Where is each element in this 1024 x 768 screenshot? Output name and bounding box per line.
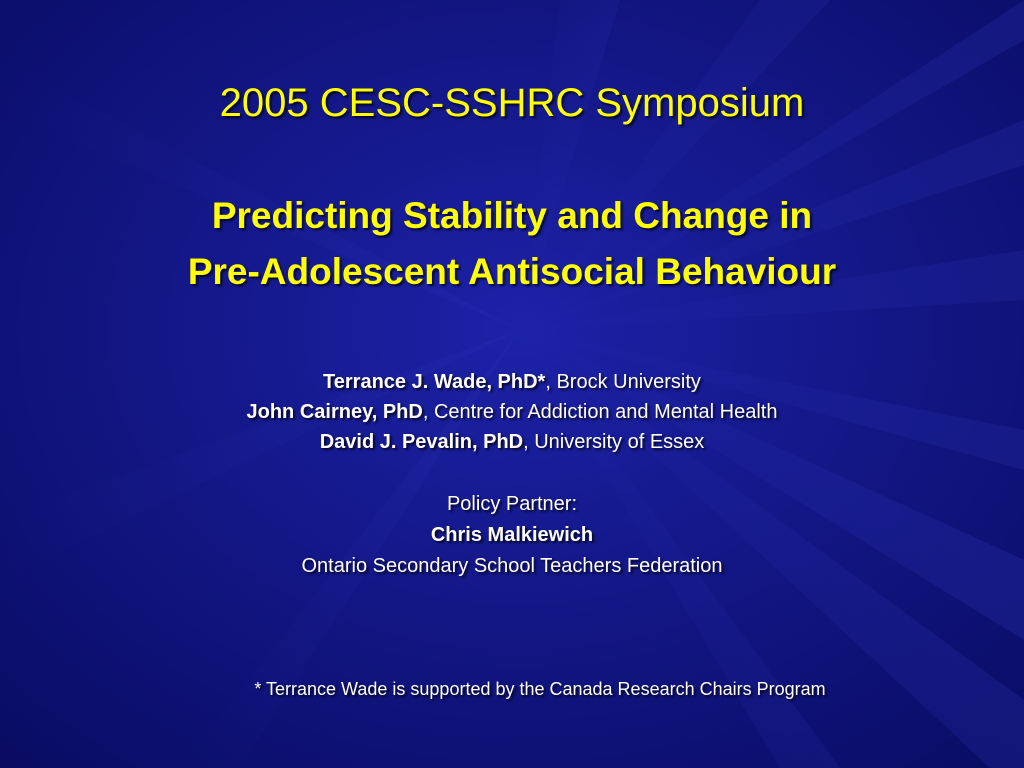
policy-partner-organization: Ontario Secondary School Teachers Federation <box>301 555 723 577</box>
author-name: John Cairney, PhD <box>246 401 423 423</box>
author-row <box>0 367 1024 397</box>
policy-partner-name: Chris Malkiewich <box>430 524 594 546</box>
author-row <box>0 397 1024 427</box>
author-affiliation: , Centre for Addiction and Mental Health <box>422 401 778 423</box>
author-row <box>0 427 1024 457</box>
main-title-line-1: Predicting Stability and Change in <box>211 195 813 236</box>
author-affiliation: , University of Essex <box>523 431 705 453</box>
author-list <box>0 367 1024 457</box>
author-name: Terrance J. Wade, PhD* <box>323 371 546 393</box>
policy-partner <box>0 489 1024 582</box>
symposium-title: 2005 CESC-SSHRC Symposium <box>219 81 805 125</box>
main-title-line-2: Pre-Adolescent Antisocial Behaviour <box>187 251 837 292</box>
footnote: * Terrance Wade is supported by the Canada Research Chairs Program <box>254 679 826 699</box>
policy-partner-label: Policy Partner: <box>446 493 578 515</box>
main-title <box>0 188 1024 300</box>
author-affiliation: , Brock University <box>545 371 701 393</box>
author-name: David J. Pevalin, PhD <box>319 431 524 453</box>
